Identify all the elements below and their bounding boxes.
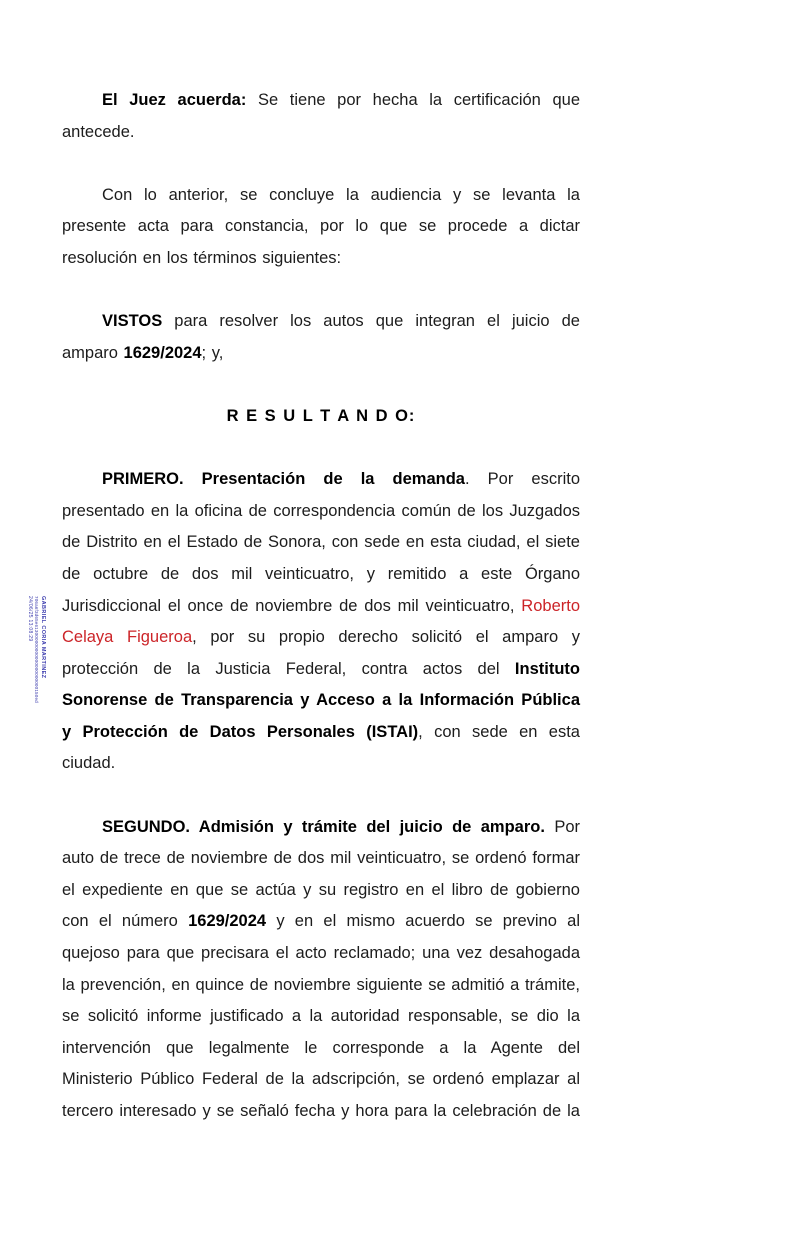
segundo-bold-lead: SEGUNDO. Admisión y trámite del juicio de amparo.	[102, 817, 545, 836]
primero-text-1: . Por escrito presentado en la oficina de correspondencia común de los Juzgados de Distrito en el Estado de Sonora, con sede en esta ciudad, el siete de octubre de dos mil veinticuatro, y remitido a este Órgano Jurisdiccional el once de noviembre de dos mil veinticuatro,	[62, 470, 580, 615]
expediente-number: 1629/2024	[123, 343, 202, 362]
paragraph-conclusion-audiencia	[62, 180, 580, 275]
signature-stamp-text-block	[27, 596, 47, 748]
paragraph-vistos	[62, 306, 580, 369]
juez-acuerda-text: Se tiene por hecha la certificación que antecede.	[62, 91, 580, 141]
conclusion-audiencia-text: Con lo anterior, se concluye la audiencia y se levanta la presente acta para constancia, por lo que se procede a dictar resolución en los términos siguientes:	[62, 185, 580, 267]
stamp-signer-name: GABRIEL CORIA MARTINEZ	[40, 596, 46, 679]
document-body	[62, 85, 580, 1159]
vistos-tail: ; y,	[201, 343, 224, 362]
primero-text-2: , por su propio derecho solicitó el amparo y protección de la Justicia Federal, contra actos del	[62, 628, 580, 678]
paragraph-segundo	[62, 812, 580, 1128]
segundo-text-2: y en el mismo acuerdo se previno al quejoso para que precisara el acto reclamado; una vez desahogada la prevención, en quince de noviembre siguiente se admitió a trámite, se solicitó informe justificado a la autoridad responsable, se dio la intervención que legalmente le corresponde a la Agente del Ministerio Público Federal de la adscripción, se ordenó emplazar al tercero interesado y se señaló fecha y hora para la celebración de la	[62, 912, 580, 1120]
primero-text-3: , con sede en esta ciudad.	[62, 722, 580, 773]
segundo-text-1: Por auto de trece de noviembre de dos mil veinticuatro, se ordenó formar el expediente en que se actúa y su registro en el libro de gobierno con el número	[62, 817, 580, 931]
vistos-text: para resolver los autos que integran el juicio de amparo	[62, 312, 580, 362]
stamp-certificate-serial: 706a6f3d65e613000000000000000000000150ed	[34, 596, 39, 703]
vistos-bold-lead: VISTOS	[102, 312, 163, 331]
resultando-heading: R E S U L T A N D O:	[226, 406, 416, 425]
expediente-number-repeat: 1629/2024	[188, 912, 267, 931]
paragraph-primero	[62, 464, 580, 780]
quejoso-name-highlighted: Roberto Celaya Figueroa	[62, 596, 580, 647]
stamp-datetime: 24/06/25 13:08:29	[27, 596, 33, 642]
primero-bold-lead: PRIMERO. Presentación de la demanda	[102, 470, 465, 489]
juez-acuerda-bold-lead: El Juez acuerda:	[102, 91, 247, 109]
autoridad-responsable-name: Instituto Sonorense de Transparencia y Acceso a la Información Pública y Protección de Datos Personales (ISTAI)	[62, 659, 580, 741]
paragraph-juez-acuerda	[62, 85, 580, 148]
